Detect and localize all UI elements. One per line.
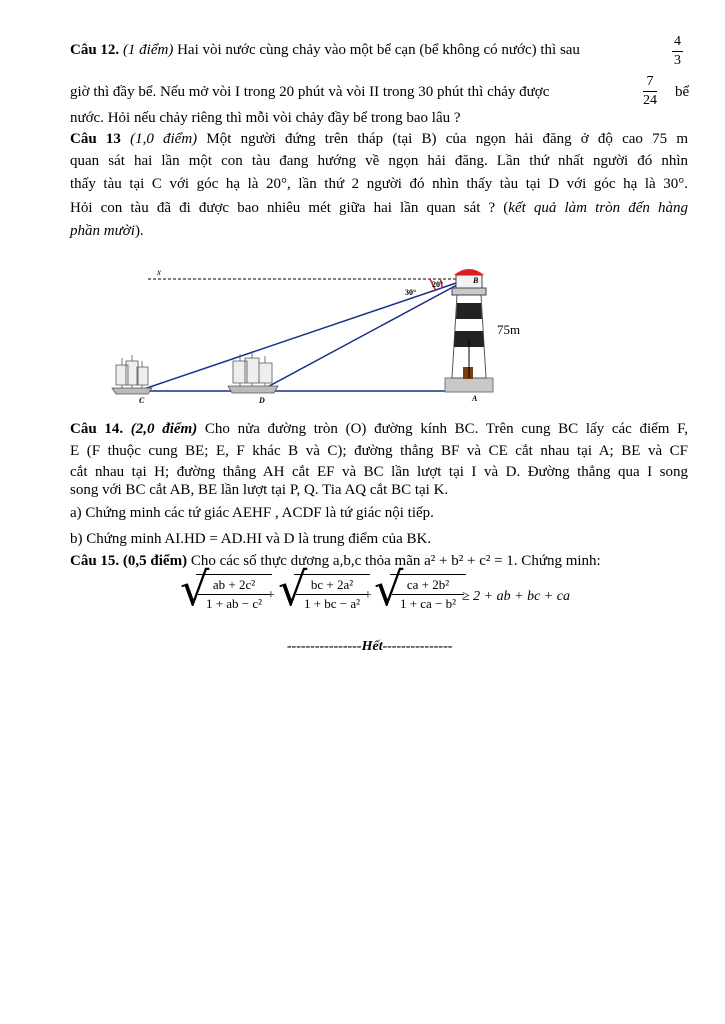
label-c: C (139, 396, 145, 405)
end-marker-text: ----------------Hết--------------- (287, 639, 453, 654)
term1-den: 1 + ab − c² (205, 596, 263, 611)
q15-text: Cho các số thực dương a,b,c thỏa mãn a² + b² + c² = 1. Chứng minh: (187, 553, 601, 569)
q12-fraction-4-3 (672, 34, 683, 69)
q12-label: Câu 12. (70, 42, 120, 58)
q13-text1: Một người đứng trên tháp (tại B) của ngọn hải đăng ở độ cao 75 m (197, 131, 688, 147)
angle-20-label: 20° (432, 280, 444, 289)
q14-points: (2,0 điểm) (130, 421, 198, 437)
angle-30-label: 30° (405, 288, 417, 297)
frac-num: 4 (674, 34, 681, 49)
q15-rhs (462, 587, 570, 607)
q14-line4 (70, 480, 448, 500)
term2-num: bc + 2a² (310, 577, 354, 592)
q14-part-a-text: a) Chứng minh các tứ giác AEHF , ACDF là tứ giác nội tiếp. (70, 505, 434, 521)
ship-c (112, 355, 152, 394)
q13-label: Câu 13 (70, 131, 121, 147)
q13-line2 (70, 151, 688, 171)
q13-line1 (70, 129, 688, 149)
frac-den: 3 (674, 53, 681, 68)
q14-label: Câu 14. (70, 421, 124, 437)
label-d: D (259, 396, 265, 405)
q14-line3 (70, 462, 688, 482)
q12-fraction-7-24 (643, 74, 657, 109)
end-marker (287, 637, 453, 657)
q13-text5: phần mười (70, 223, 135, 239)
q15-rhs-text: ≥ 2 + ab + bc + ca (462, 589, 570, 604)
q14-line2 (70, 441, 688, 461)
lighthouse-figure (100, 255, 540, 410)
sight-line-d (260, 279, 468, 391)
frac-num: 7 (646, 74, 654, 89)
height-label: 75m (497, 322, 521, 337)
q12-text1: Hai vòi nước cùng chảy vào một bể cạn (bể không có nước) thì sau (173, 42, 580, 58)
label-a: A (472, 394, 478, 403)
q14-text4: song với BC cắt AB, BE lần lượt tại P, Q. Tia AQ cắt BC tại K. (70, 482, 449, 498)
term3-den: 1 + ca − b² (399, 596, 457, 611)
q14-line1 (70, 419, 688, 439)
q12-text2-end: bể (675, 84, 690, 100)
q14-text1: Cho nửa đường tròn (O) đường kính BC. Trên cung BC lấy các điểm F, (197, 421, 689, 437)
q14-part-b-text: b) Chứng minh AI.HD = AD.HI và D là trung điểm của BK. (70, 531, 432, 547)
q13-text5-end: ). (134, 223, 144, 239)
q14-text3: cắt nhau tại H; đường thẳng AH cắt EF và BC lần lượt tại I và D. Đường thẳng qua I song (70, 464, 688, 480)
plus-2: + (364, 588, 372, 603)
q13-text2: quan sát hai lần một con tàu đang hướng về ngọn hải đăng. Lần thứ nhất người đó nhìn (70, 153, 688, 169)
q15-label: Câu 15. (0,5 điểm) (70, 553, 188, 569)
label-b: B (473, 276, 479, 285)
frac-den: 24 (643, 93, 657, 108)
term2-den: 1 + bc − a² (303, 596, 361, 611)
q12-text3: nước. Hỏi nếu chảy riêng thì mỗi vòi chảy đầy bể trong bao lâu ? (70, 110, 461, 126)
q13-line4 (70, 198, 688, 218)
q14-part-b (70, 529, 431, 549)
q13-text4-italic: kết quả làm tròn đến hàng (508, 200, 688, 216)
sight-line-c (138, 279, 468, 391)
q14-text2: E (F thuộc cung BE; E, F khác B và C); đường thẳng BF và CE cắt nhau tại A; BE và CF (70, 443, 688, 459)
q13-line5 (70, 221, 144, 241)
label-x: x (157, 267, 161, 277)
q13-points: (1,0 điểm) (130, 131, 198, 147)
q13-text3: thấy tàu tại C với góc hạ là 20°, lần thứ 2 người đó nhìn thấy tàu tại D với góc hạ là 30°. (70, 176, 688, 192)
q12-line2-end (675, 82, 689, 102)
term1-num: ab + 2c² (212, 577, 256, 592)
q12-line3 (70, 108, 461, 128)
q12-points: (1 điểm) (122, 42, 174, 58)
term3-num: ca + 2b² (406, 577, 450, 592)
q12-text2: giờ thì đầy bể. Nếu mở vòi I trong 20 phút và vòi II trong 30 phút thì chảy được (70, 84, 550, 100)
q14-part-a (70, 503, 434, 523)
q13-line3 (70, 174, 688, 194)
q15-line1 (70, 551, 601, 571)
q12-line2 (70, 82, 549, 102)
q12-line1 (70, 40, 580, 60)
q13-text4: Hỏi con tàu đã đi được bao nhiêu mét giữa hai lần quan sát ? ( (70, 200, 509, 216)
plus-1: + (267, 588, 275, 603)
